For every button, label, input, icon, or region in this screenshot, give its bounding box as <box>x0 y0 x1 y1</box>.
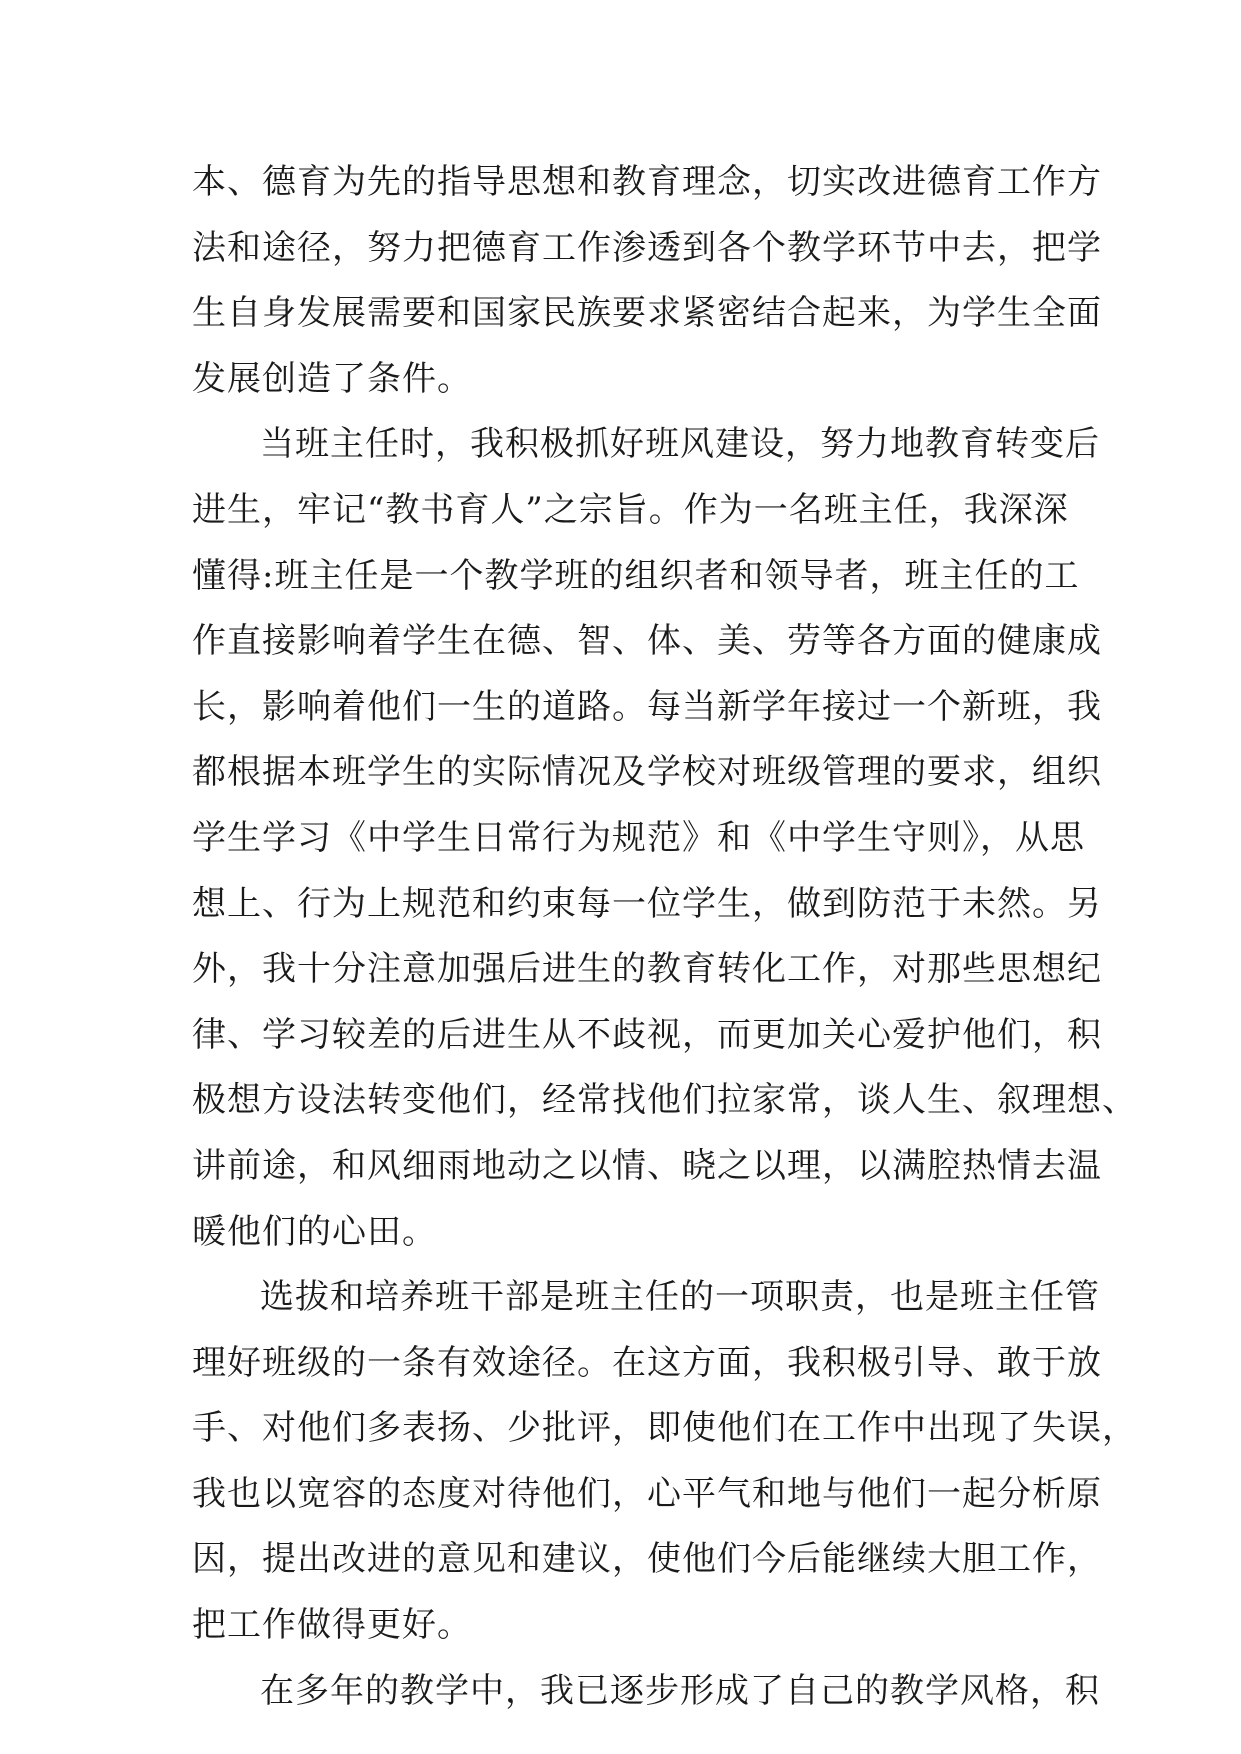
text-line: 理好班级的一条有效途径。在这方面，我积极引导、敢于放 <box>192 1342 1102 1383</box>
text-line: 发展创造了条件。 <box>192 358 472 399</box>
text-line: 因，提出改进的意见和建议，使他们今后能继续大胆工作， <box>192 1539 1102 1580</box>
text-line: 长，影响着他们一生的道路。每当新学年接过一个新班，我 <box>192 686 1102 727</box>
text-line: 我也以宽容的态度对待他们，心平气和地与他们一起分析原 <box>192 1473 1102 1514</box>
text-line: 学生学习《中学生日常行为规范》和《中学生守则》，从思 <box>192 817 1085 858</box>
text-line: 懂得:班主任是一个教学班的组织者和领导者，班主任的工 <box>192 555 1080 596</box>
text-line: 把工作做得更好。 <box>192 1605 472 1646</box>
paragraph-first-line: 在多年的教学中，我已逐步形成了自己的教学风格，积 <box>260 1670 1100 1711</box>
paragraph-first-line: 当班主任时，我积极抓好班风建设，努力地教育转变后 <box>260 424 1100 465</box>
text-line: 都根据本班学生的实际情况及学校对班级管理的要求，组织 <box>192 752 1102 793</box>
text-line: 外，我十分注意加强后进生的教育转化工作，对那些思想纪 <box>192 949 1102 990</box>
paragraph-first-line: 选拔和培养班干部是班主任的一项职责，也是班主任管 <box>260 1277 1100 1318</box>
text-line: 生自身发展需要和国家民族要求紧密结合起来，为学生全面 <box>192 293 1102 334</box>
text-line: 想上、行为上规范和约束每一位学生，做到防范于未然。另 <box>192 883 1102 924</box>
text-line: 律、学习较差的后进生从不歧视，而更加关心爱护他们，积 <box>192 1014 1102 1055</box>
text-line: 法和途径，努力把德育工作渗透到各个教学环节中去，把学 <box>192 227 1102 268</box>
text-line: 进生，牢记“教书育人”之宗旨。作为一名班主任，我深深 <box>192 489 1069 530</box>
text-line: 极想方设法转变他们，经常找他们拉家常，谈人生、叙理想、 <box>192 1080 1137 1121</box>
document-page <box>192 150 1137 1724</box>
text-line: 讲前途，和风细雨地动之以情、晓之以理，以满腔热情去温 <box>192 1145 1102 1186</box>
text-line: 作直接影响着学生在德、智、体、美、劳等各方面的健康成 <box>192 621 1102 662</box>
text-line: 手、对他们多表扬、少批评，即使他们在工作中出现了失误， <box>192 1408 1137 1449</box>
text-line: 本、德育为先的指导思想和教育理念，切实改进德育工作方 <box>192 162 1102 202</box>
text-line: 暖他们的心田。 <box>192 1211 437 1252</box>
